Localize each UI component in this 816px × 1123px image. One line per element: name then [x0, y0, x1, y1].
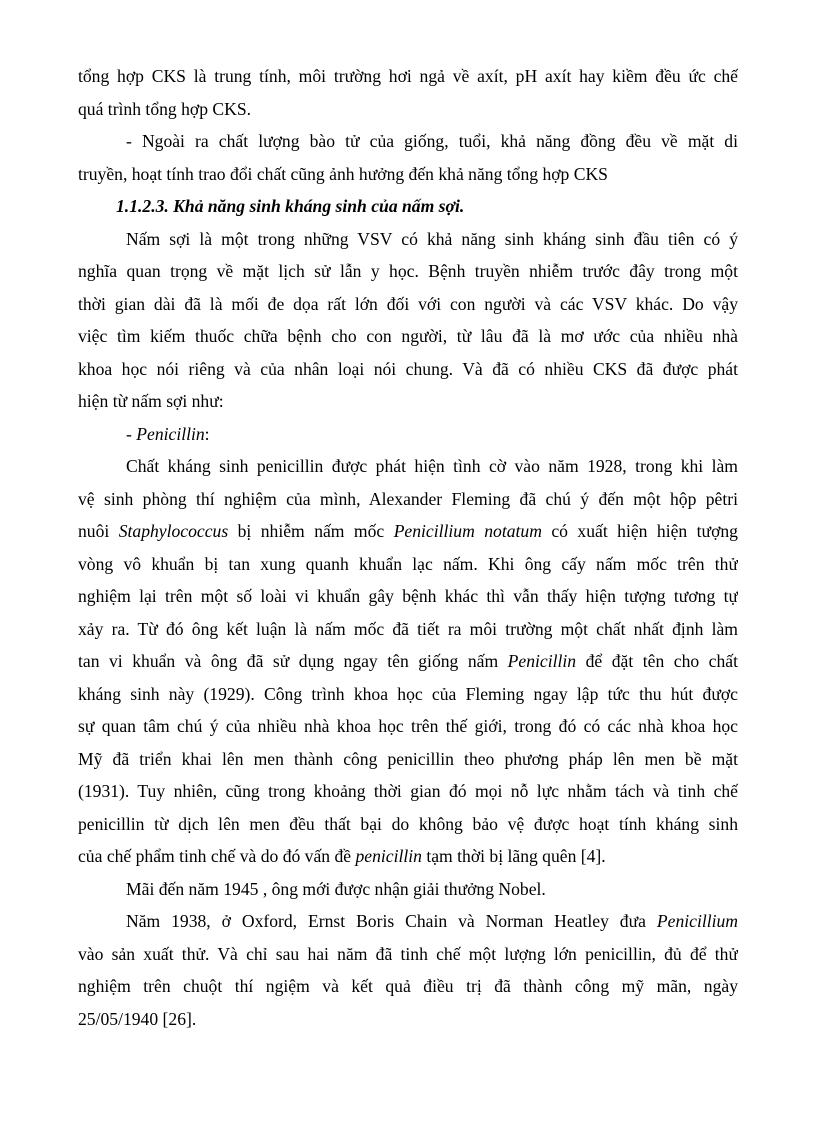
text-run: nuôi [78, 521, 119, 541]
paragraph-line: Mỹ đã triển khai lên men thành công penicillin theo phương pháp lên men bề mặt [78, 748, 738, 769]
paragraph-line: vòng vô khuẩn bị tan xung quanh khuẩn lạc nấm. Khi ông cấy nấm mốc trên thử [78, 553, 738, 574]
paragraph-line: 25/05/1940 [26]. [78, 1008, 197, 1029]
paragraph-line [78, 905, 738, 938]
paragraph-line [78, 515, 738, 548]
paragraph-line: xảy ra. Từ đó ông kết luận là nấm mốc đã tiết ra môi trường một chất nhất định làm [78, 618, 738, 639]
paragraph-line: khoa học nói riêng và của nhân loại nói chung. Và đã có nhiều CKS đã được phát [78, 358, 738, 379]
penicillin-label [78, 418, 738, 451]
paragraph-line: vào sản xuất thử. Và chỉ sau hai năm đã tinh chế một lượng lớn penicillin, đủ để thử [78, 943, 738, 964]
paragraph-line: truyền, hoạt tính trao đổi chất cũng ảnh hưởng đến khả năng tổng hợp CKS [78, 163, 608, 184]
paragraph-line: quá trình tổng hợp CKS. [78, 98, 252, 119]
species-name: Penicillium [656, 911, 738, 931]
species-name: Penicillin [507, 651, 577, 671]
paragraph-4 [78, 450, 738, 873]
paragraph-1 [78, 60, 738, 125]
paragraph-line: vệ sinh phòng thí nghiệm của mình, Alexander Fleming đã chú ý đến một hộp pêtri [78, 488, 738, 509]
paragraph-2 [78, 125, 738, 190]
paragraph-line: kháng sinh này (1929). Công trình khoa học của Fleming ngay lập tức thu hút được [78, 683, 738, 704]
paragraph-line: thời gian dài đã là mối đe dọa rất lớn đối với con người và các VSV khác. Do vậy [78, 293, 738, 314]
paragraph-line: - Ngoài ra chất lượng bào tử của giống, tuổi, khả năng đồng đều về mặt di [126, 131, 738, 151]
text-run: Năm 1938, ở Oxford, Ernst Boris Chain và Norman Heatley đưa [126, 911, 657, 931]
paragraph-line: nghĩa quan trọng về mặt lịch sử lẫn y học. Bệnh truyền nhiễm trước đây trong một [78, 261, 738, 281]
text-run: để đặt tên cho chất [576, 651, 738, 671]
text-run: tạm thời bị lãng quên [4]. [421, 846, 606, 866]
paragraph-line: việc tìm kiếm thuốc chữa bệnh cho con người, từ lâu đã là mơ ước của nhiều nhà [78, 326, 738, 346]
paragraph-line: Nấm sợi là một trong những VSV có khả năng sinh kháng sinh đầu tiên có ý [126, 228, 738, 249]
species-name: penicillin [355, 846, 422, 866]
paragraph-line: penicillin từ dịch lên men đều thất bại do không bảo vệ được hoạt tính kháng sinh [78, 813, 738, 834]
paragraph-line: nghiệm lại trên một số loài vi khuẩn gây bệnh khác thì vẫn thấy hiện tượng tương tự [78, 586, 738, 606]
text-run: có xuất hiện hiện tượng [541, 521, 738, 541]
text-run: bị nhiễm nấm mốc [228, 521, 394, 541]
colon: : [204, 423, 210, 444]
text-run: của chế phẩm tinh chế và do đó vấn đề [78, 846, 356, 866]
paragraph-line: sự quan tâm chú ý của nhiều nhà khoa học trên thế giới, trong đó có các nhà khoa học [78, 716, 738, 736]
species-name: Penicillium notatum [393, 521, 542, 541]
paragraph-line [78, 645, 738, 678]
paragraph-line: Chất kháng sinh penicillin được phát hiện tình cờ vào năm 1928, trong khi làm [126, 456, 738, 476]
text-run: tan vi khuẩn và ông đã sử dụng ngay tên giống nấm [78, 651, 508, 671]
paragraph-line [78, 840, 738, 873]
section-heading: 1.1.2.3. Khả năng sinh kháng sinh của nấm sợi. [116, 196, 465, 216]
paragraph-6 [78, 905, 738, 1035]
species-name: Penicillin [136, 423, 205, 444]
dash: - [126, 423, 137, 444]
species-name: Staphylococcus [118, 521, 229, 541]
paragraph-line: (1931). Tuy nhiên, cũng trong khoảng thời gian đó mọi nỗ lực nhằm tách và tinh chế [78, 781, 738, 801]
paragraph-3 [78, 223, 738, 418]
paragraph-5: Mãi đến năm 1945 , ông mới được nhận giải thưởng Nobel. [126, 878, 546, 899]
paragraph-line: nghiệm trên chuột thí ngiệm và kết quả điều trị đã thành công mỹ mãn, ngày [78, 976, 738, 996]
paragraph-line: hiện từ nấm sợi như: [78, 391, 224, 411]
body-text [78, 60, 738, 1035]
paragraph-line: tổng hợp CKS là trung tính, môi trường hơi ngả về axít, pH axít hay kiềm đều ức chế [78, 66, 738, 86]
